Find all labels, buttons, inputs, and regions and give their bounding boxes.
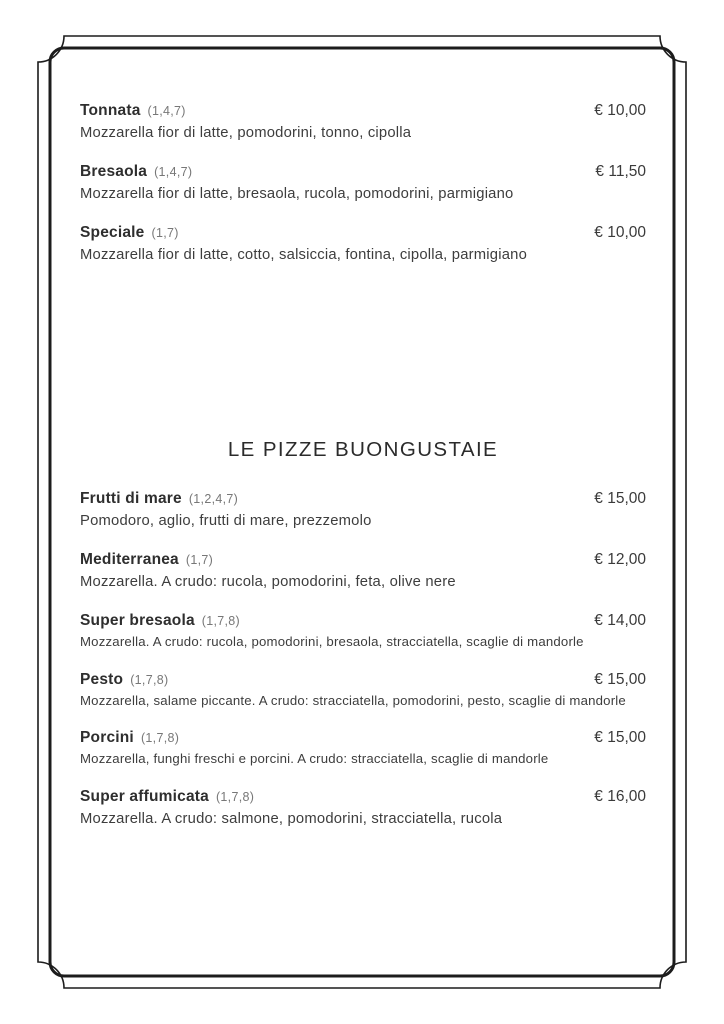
item-allergens: (1,4,7) — [147, 104, 186, 118]
item-price: € 11,50 — [595, 163, 646, 180]
item-price: € 16,00 — [594, 788, 646, 806]
item-header-row — [80, 224, 646, 242]
item-name: Frutti di mare — [80, 490, 182, 507]
item-description: Mozzarella fior di latte, pomodorini, tonno, cipolla — [80, 125, 412, 141]
item-description: Pomodoro, aglio, frutti di mare, prezzemolo — [80, 513, 372, 529]
item-description: Mozzarella, funghi freschi e porcini. A crudo: stracciatella, scaglie di mandorle — [80, 751, 549, 767]
item-price: € 15,00 — [594, 670, 646, 688]
item-header-row — [80, 163, 646, 181]
item-name: Mediterranea — [80, 551, 179, 568]
menu-section-classiche — [80, 102, 646, 266]
item-header-row — [80, 490, 646, 508]
item-description: Mozzarella, salame piccante. A crudo: stracciatella, pomodorini, pesto, scaglie di mandorle — [80, 692, 626, 708]
menu-item — [80, 671, 646, 711]
item-header-row — [80, 729, 646, 747]
item-name: Bresaola — [80, 163, 148, 180]
menu-item — [80, 490, 646, 532]
item-header-row — [80, 612, 646, 630]
item-header-row — [80, 788, 646, 806]
item-description: Mozzarella. A crudo: rucola, pomodorini, feta, olive nere — [80, 574, 456, 590]
menu-item — [80, 788, 646, 830]
menu-item — [80, 612, 646, 652]
item-allergens: (1,7,8) — [201, 614, 241, 628]
item-name: Tonnata — [80, 102, 141, 119]
item-price: € 10,00 — [594, 224, 646, 241]
item-allergens: (1,7,8) — [215, 790, 255, 805]
item-header-row — [80, 671, 646, 689]
section-title: LE PIZZE BUONGUSTAIE — [227, 438, 499, 461]
item-allergens: (1,7) — [185, 553, 214, 567]
item-description: Mozzarella. A crudo: salmone, pomodorini, stracciatella, rucola — [80, 811, 503, 828]
item-price: € 15,00 — [594, 729, 646, 747]
item-allergens: (1,2,4,7) — [188, 492, 239, 506]
item-allergens: (1,4,7) — [154, 165, 193, 179]
menu-content — [80, 102, 646, 849]
item-name: Porcini — [80, 729, 134, 747]
item-description: Mozzarella. A crudo: rucola, pomodorini, bresaola, stracciatella, scaglie di mandorle — [80, 634, 584, 649]
item-price: € 15,00 — [594, 490, 646, 507]
menu-item — [80, 224, 646, 266]
item-price: € 10,00 — [594, 102, 646, 119]
menu-item — [80, 551, 646, 593]
item-header-row — [80, 551, 646, 569]
menu-item — [80, 102, 646, 144]
item-price: € 14,00 — [594, 612, 646, 629]
item-name: Speciale — [80, 224, 145, 241]
menu-item — [80, 729, 646, 769]
item-allergens: (1,7,8) — [140, 731, 180, 746]
menu-section-buongustaie — [80, 438, 646, 830]
item-description: Mozzarella fior di latte, cotto, salsiccia, fontina, cipolla, parmigiano — [80, 247, 527, 263]
item-allergens: (1,7,8) — [130, 672, 169, 687]
item-name: Pesto — [80, 670, 124, 688]
item-name: Super bresaola — [80, 612, 195, 629]
item-price: € 12,00 — [594, 551, 646, 568]
menu-item — [80, 163, 646, 205]
item-description: Mozzarella fior di latte, bresaola, rucola, pomodorini, parmigiano — [80, 186, 514, 202]
item-allergens: (1,7) — [151, 226, 179, 240]
item-header-row — [80, 102, 646, 120]
item-name: Super affumicata — [80, 788, 209, 806]
